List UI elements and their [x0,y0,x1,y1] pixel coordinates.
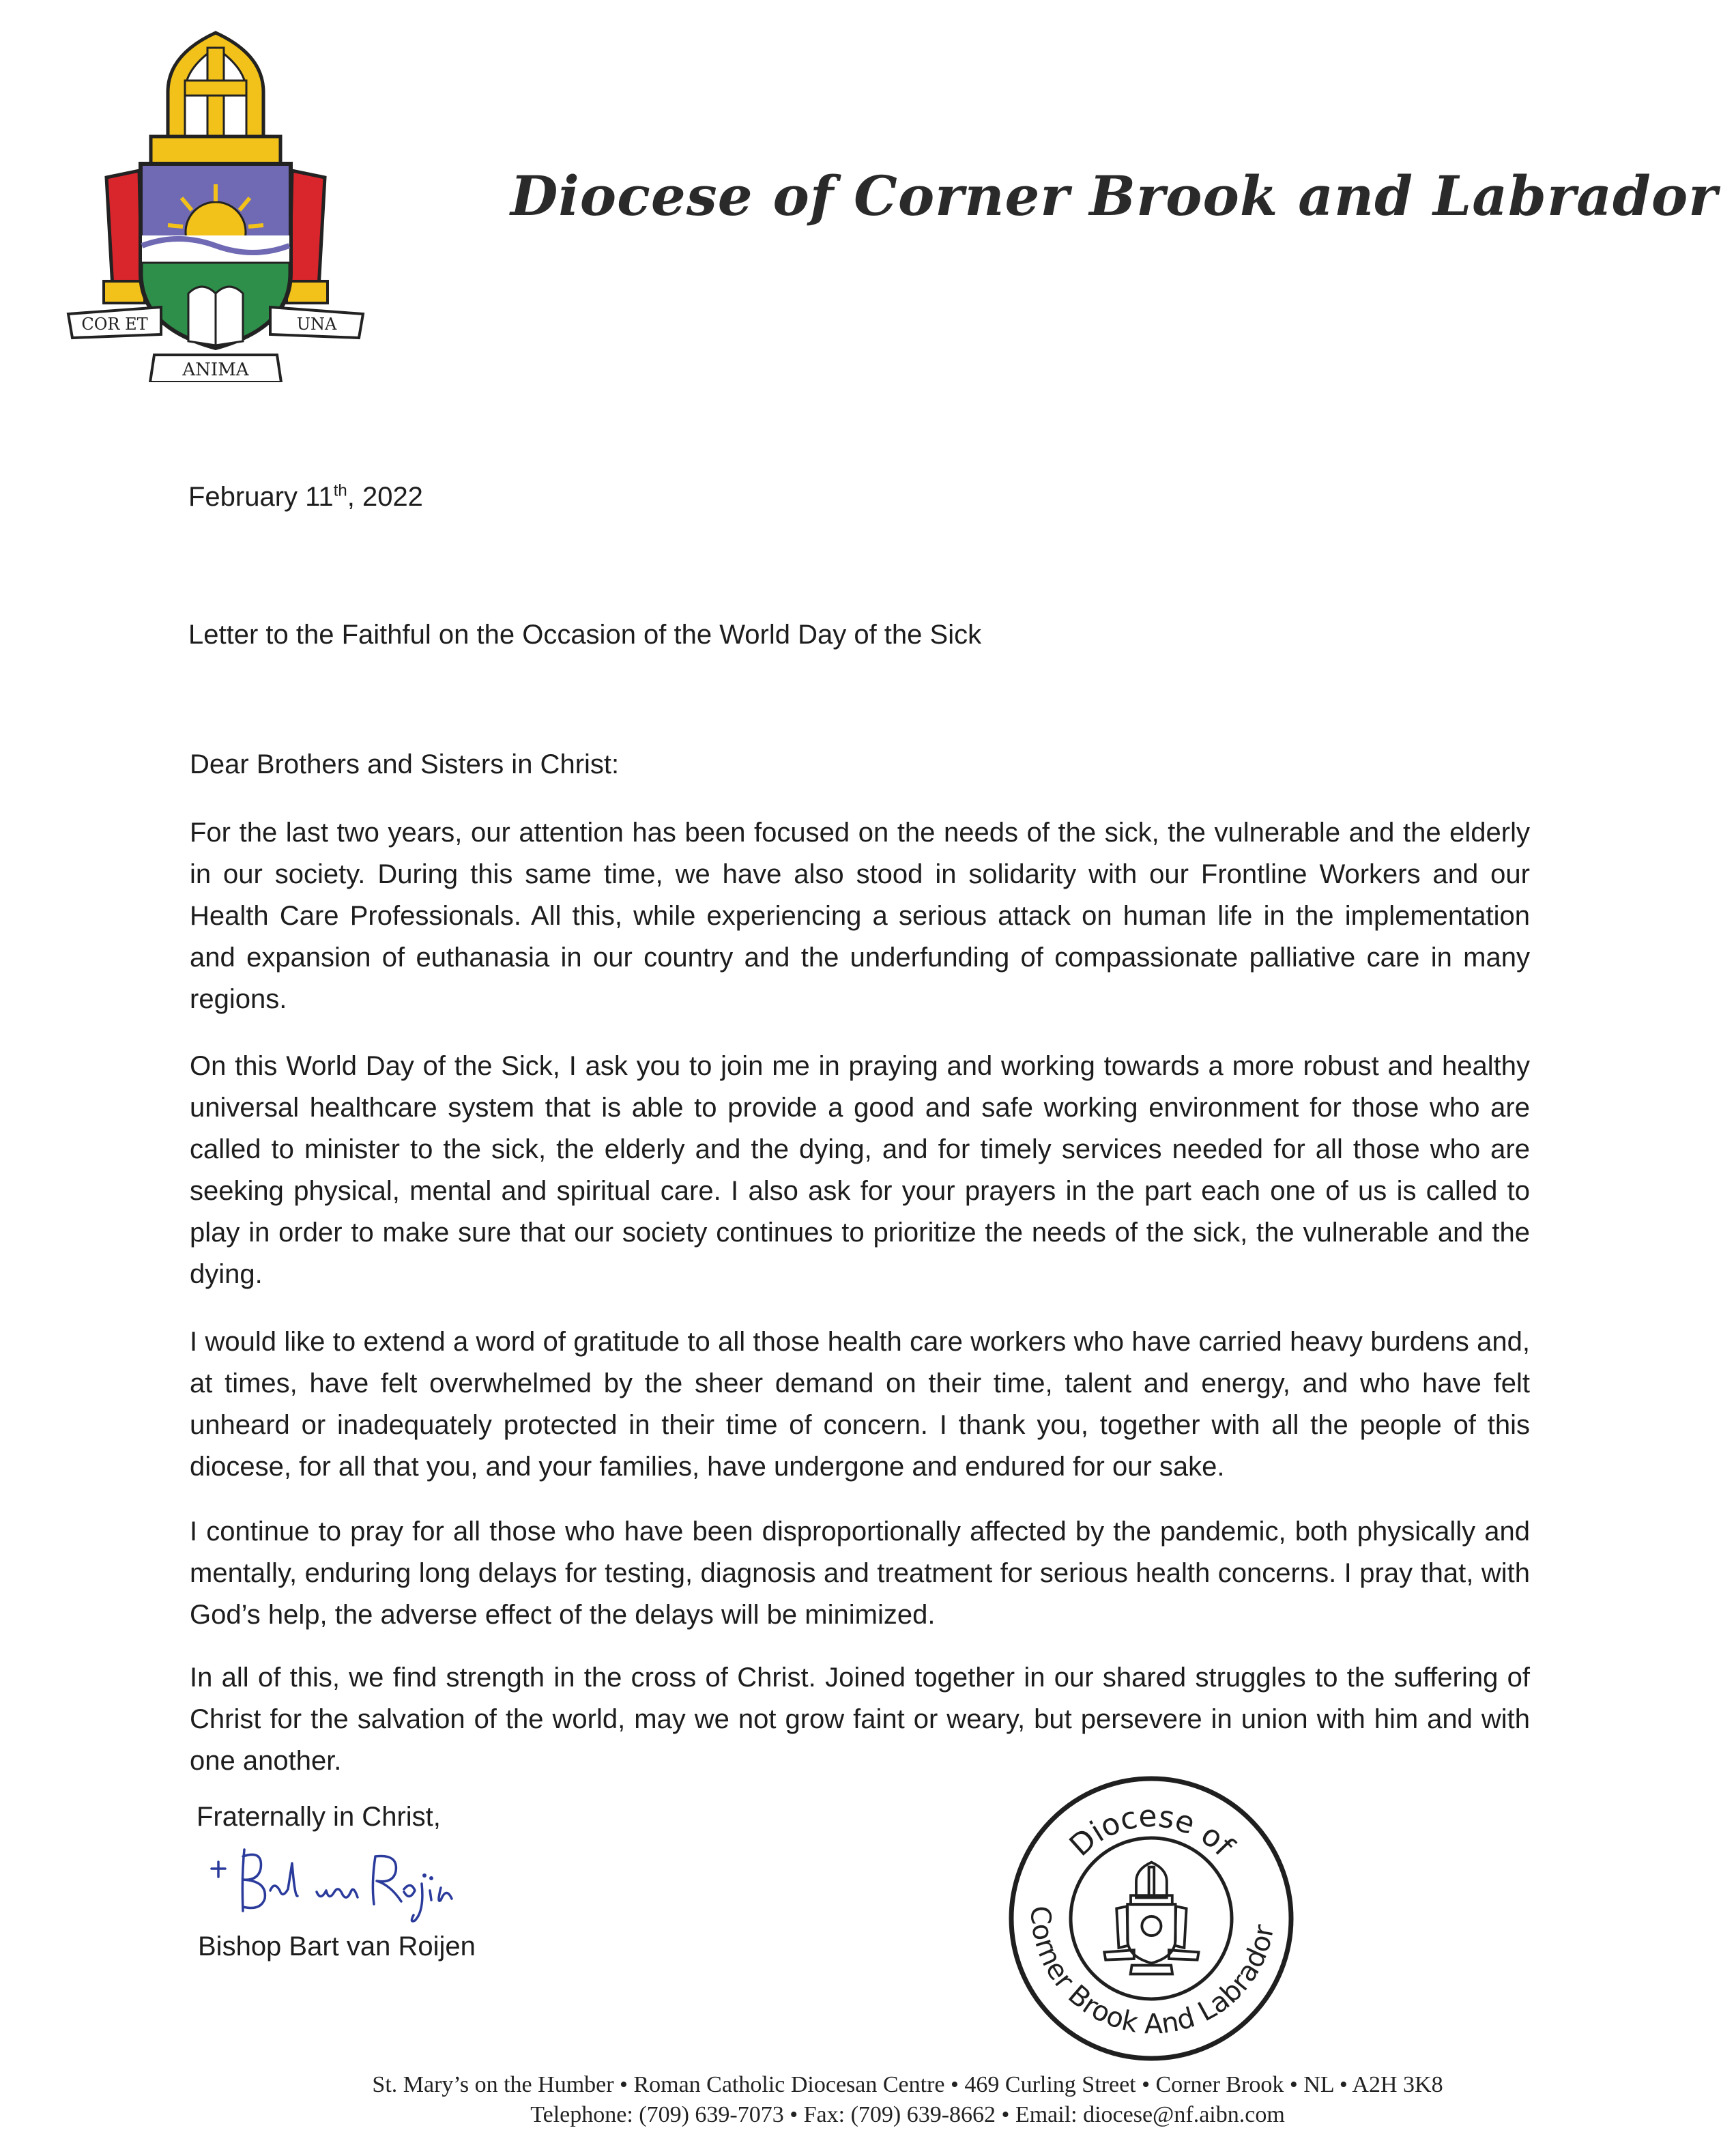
paragraph-text: I continue to pray for all those who have been disproportionally affected by the pandemic, both physically and mentally, enduring long delays for testing, diagnosis and treatment for serious health concerns. I pray that, with God’s help, the adverse effect of the delays will be minimized. [190,1517,1530,1630]
seal-bottom-arc-text: Corner Brook And Labrador [1024,1905,1281,2041]
seal-top-arc [1063,1799,1241,1864]
paragraph-text: I would like to extend a word of gratitude to all those health care workers who have carried heavy burdens and, at times, have felt overwhelmed by the sheer demand on their time, talent and energy, and who have felt unheard or inadequately protected in their time of concern. I thank you, together with all the people of this diocese, for all that you, and your families, have undergone and endured for our sake. [190,1327,1530,1482]
diocese-seal-stamp [1004,1772,1298,2065]
seal-top-arc-text: Diocese of [1062,1798,1241,1863]
organization-name: Diocese of Corner Brook and Labrador [510,164,1718,228]
paragraph-text: For the last two years, our attention has been focused on the needs of the sick, the vulnerable and the elderly in our society. During this same time, we have also stood in solidarity with our Frontline Workers and our Health Care Professionals. All this, while experiencing a serious attack on human life in the implementation and expansion of euthanasia in our country and the underfunding of compassionate palliative care in many regions. [190,818,1530,1014]
footer-address: St. Mary’s on the Humber • Roman Catholic Diocesan Centre • 469 Curling Street • Corner Brook • NL • A2H 3K8 [372,2072,1443,2097]
date-year: , 2022 [347,482,423,512]
body-paragraph-3 [190,1321,1530,1488]
footer-contact: Telephone: (709) 639-7073 • Fax: (709) 639-8662 • Email: diocese@nf.aibn.com [530,2102,1285,2127]
diocese-crest-logo [66,27,366,382]
crest-motto-left: COR ET [81,315,148,334]
body-paragraph-4 [190,1511,1530,1636]
paragraph-text: On this World Day of the Sick, I ask you to join me in praying and working towards a more robust and healthy universal healthcare system that is able to provide a good and safe working environment for those who are called to minister to the sick, the elderly and the dying, and for timely services needed for all those who are seeking physical, mental and spiritual care. I also ask for your prayers in the part each one of us is called to play in order to make sure that our society continues to prioritize the needs of the sick, the vulnerable and the dying. [190,1051,1530,1289]
crest-motto-bottom: ANIMA [182,360,249,380]
paragraph-text: In all of this, we find strength in the cross of Christ. Joined together in our shared struggles to the suffering of Christ for the salvation of the world, may we not grow faint or weary, but persevere in union with him and with one another. [190,1663,1530,1776]
date-day: February 11 [188,482,334,512]
date-suffix: th [333,481,347,500]
seal-bottom-arc [1024,1906,1280,2041]
closing: Fraternally in Christ, [197,1802,441,1832]
crest-motto-right: UNA [296,315,337,334]
body-paragraph-1 [190,812,1530,1020]
handwritten-signature [202,1836,461,1925]
letter-date [188,482,423,513]
signer-name: Bishop Bart van Roijen [198,1931,476,1961]
letter-subject: Letter to the Faithful on the Occasion of the World Day of the Sick [188,620,982,650]
body-paragraph-2 [190,1046,1530,1295]
salutation: Dear Brothers and Sisters in Christ: [190,749,620,779]
body-paragraph-5 [190,1657,1530,1782]
